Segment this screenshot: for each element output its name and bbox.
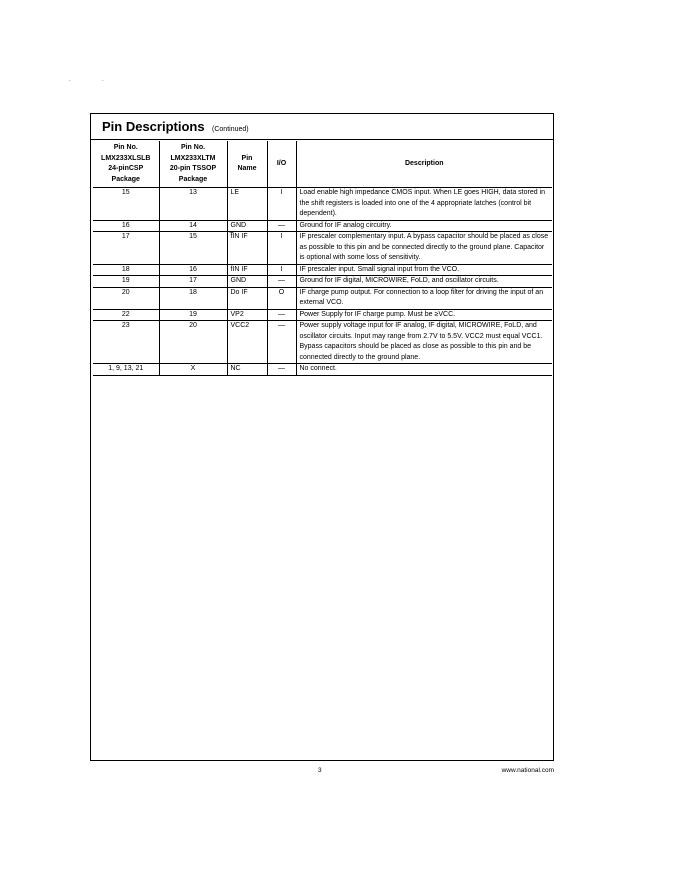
cell-pin-name: f̅IN IF bbox=[227, 232, 267, 265]
cell-pin-tssop: 16 bbox=[159, 264, 227, 276]
page-title: Pin Descriptions bbox=[102, 119, 205, 134]
header-description: Description bbox=[296, 141, 552, 188]
cell-pin-tssop: 13 bbox=[159, 188, 227, 221]
cell-description: Ground for IF digital, MICROWIRE, FoLD, and oscillator circuits. bbox=[296, 276, 552, 288]
cell-pin-csp: 20 bbox=[93, 287, 159, 309]
cell-io: — bbox=[267, 220, 296, 232]
cell-pin-name: Do IF bbox=[227, 287, 267, 309]
header-pin-tssop: Pin No. LMX233XLTM 20-pin TSSOP Package bbox=[159, 141, 227, 188]
table-header-row bbox=[93, 141, 552, 188]
table-row bbox=[93, 321, 552, 364]
cell-pin-csp: 22 bbox=[93, 309, 159, 321]
cell-io: — bbox=[267, 364, 296, 376]
cell-pin-name: fIN IF bbox=[227, 264, 267, 276]
cell-io: I bbox=[267, 232, 296, 265]
header-io: I/O bbox=[267, 141, 296, 188]
cell-pin-tssop: 18 bbox=[159, 287, 227, 309]
cell-description: No connect. bbox=[296, 364, 552, 376]
cell-pin-tssop: X bbox=[159, 364, 227, 376]
cell-io: — bbox=[267, 276, 296, 288]
cell-pin-csp: 16 bbox=[93, 220, 159, 232]
header-rule bbox=[90, 139, 554, 140]
cell-pin-tssop: 19 bbox=[159, 309, 227, 321]
cell-description: IF prescaler input. Small signal input from the VCO. bbox=[296, 264, 552, 276]
cell-description: Load enable high impedance CMOS input. When LE goes HIGH, data stored in the shift registers is loaded into one of the 4 appropriate latches (control bit dependent). bbox=[296, 188, 552, 221]
cell-pin-csp: 1, 9, 13, 21 bbox=[93, 364, 159, 376]
website-link[interactable]: www.national.com bbox=[501, 767, 554, 774]
cell-pin-name: GND bbox=[227, 220, 267, 232]
table-row bbox=[93, 364, 552, 376]
table-row bbox=[93, 276, 552, 288]
table-row bbox=[93, 188, 552, 221]
cell-pin-tssop: 15 bbox=[159, 232, 227, 265]
section-header bbox=[102, 118, 249, 136]
cell-description: Power Supply for IF charge pump. Must be ≥VCC. bbox=[296, 309, 552, 321]
cell-io: I bbox=[267, 188, 296, 221]
table-row bbox=[93, 264, 552, 276]
cell-io: — bbox=[267, 321, 296, 364]
header-pin-csp: Pin No. LMX233XLSLB 24-pinCSP Package bbox=[93, 141, 159, 188]
cell-pin-name: VP2 bbox=[227, 309, 267, 321]
table-row bbox=[93, 232, 552, 265]
continued-note: (Continued) bbox=[212, 126, 249, 133]
top-mark-right: . bbox=[102, 77, 104, 83]
pin-descriptions-table bbox=[93, 141, 552, 376]
table-row bbox=[93, 309, 552, 321]
cell-description: Ground for IF analog circuitry. bbox=[296, 220, 552, 232]
cell-io: O bbox=[267, 287, 296, 309]
cell-pin-csp: 15 bbox=[93, 188, 159, 221]
table-row bbox=[93, 287, 552, 309]
cell-pin-name: VCC2 bbox=[227, 321, 267, 364]
cell-pin-name: GND bbox=[227, 276, 267, 288]
header-pin-name: Pin Name bbox=[227, 141, 267, 188]
cell-pin-tssop: 14 bbox=[159, 220, 227, 232]
cell-io: I bbox=[267, 264, 296, 276]
cell-pin-csp: 17 bbox=[93, 232, 159, 265]
cell-io: — bbox=[267, 309, 296, 321]
cell-pin-tssop: 20 bbox=[159, 321, 227, 364]
cell-pin-tssop: 17 bbox=[159, 276, 227, 288]
cell-pin-csp: 18 bbox=[93, 264, 159, 276]
cell-description: Power supply voltage input for IF analog, IF digital, MICROWIRE, FoLD, and oscillator circuits. Input may range from 2.7V to 5.5V. VCC2 must equal VCC1. Bypass capacitors should be placed as close as possible to this pin and be connected directly to the ground plane. bbox=[296, 321, 552, 364]
top-mark-left: . bbox=[69, 77, 71, 83]
cell-pin-csp: 19 bbox=[93, 276, 159, 288]
cell-pin-name: LE bbox=[227, 188, 267, 221]
cell-description: IF prescaler complementary input. A bypass capacitor should be placed as close as possible to this pin and be connected directly to the ground plane. Capacitor is optional with some loss of sensitivity. bbox=[296, 232, 552, 265]
page-number: 3 bbox=[318, 767, 322, 774]
table-row bbox=[93, 220, 552, 232]
cell-pin-name: NC bbox=[227, 364, 267, 376]
cell-pin-csp: 23 bbox=[93, 321, 159, 364]
cell-description: IF charge pump output. For connection to a loop filter for driving the input of an external VCO. bbox=[296, 287, 552, 309]
